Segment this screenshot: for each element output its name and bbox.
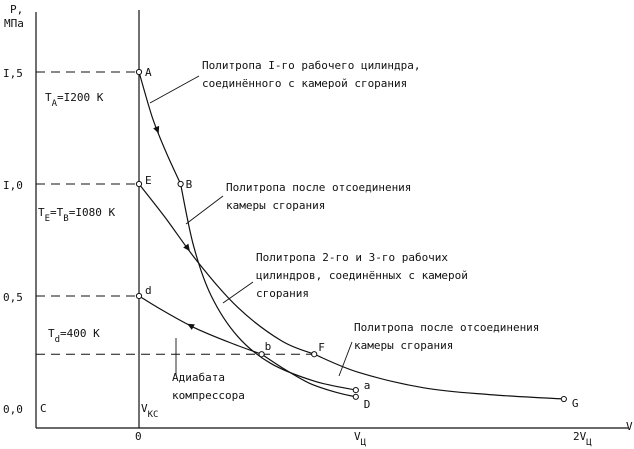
state-point-label-d: d xyxy=(145,284,152,297)
leader-4 xyxy=(339,342,352,376)
t-sub2: B xyxy=(63,214,69,224)
annotation-3-line-2: цилиндров, соединённых с камерой xyxy=(256,269,468,282)
state-point-label-E: E xyxy=(145,174,152,187)
state-point-label-a: a xyxy=(363,379,371,393)
y-tick-label: I,5 xyxy=(3,67,23,80)
annotation-2 xyxy=(226,181,418,212)
annotation-3-line-1: Политропа 2-го и 3-го рабочих xyxy=(256,251,449,264)
annotation-5 xyxy=(172,371,245,402)
t-rest2: =I080 К xyxy=(68,206,116,219)
x-tick-main: V xyxy=(354,430,361,443)
y-tick-label: 0,5 xyxy=(3,291,23,304)
state-point-label-B: B xyxy=(185,178,193,191)
x-tick-label xyxy=(573,430,592,448)
curve-6 xyxy=(262,354,356,397)
annotation-4-line-2: камеры сгорания xyxy=(354,339,454,352)
annotation-4 xyxy=(354,321,546,352)
curve-5 xyxy=(139,296,262,354)
vks-sub: КС xyxy=(147,410,159,420)
y-tick-labels xyxy=(3,67,23,416)
state-points xyxy=(136,66,578,411)
t-sub: E xyxy=(44,214,51,224)
y-tick-label: I,0 xyxy=(3,179,23,192)
annotation-1-line-1: Политропа I-го рабочего цилиндра, xyxy=(202,59,421,72)
state-point-d xyxy=(136,293,141,298)
state-point-D xyxy=(353,394,358,399)
annotation-2-line-2: камеры сгорания xyxy=(226,199,326,212)
annotation-5-line-1: Адиабата xyxy=(172,371,225,384)
x-tick-sub: Ц xyxy=(586,438,592,448)
t-rest: =I200 К xyxy=(57,91,104,104)
x-tick-main: 0 xyxy=(135,430,142,443)
state-point-label-F: F xyxy=(318,341,325,355)
state-point-label-b: b xyxy=(264,340,272,354)
state-point-A xyxy=(136,69,141,74)
y-tick-label: 0,0 xyxy=(3,403,23,416)
x-axis-label: V xyxy=(626,420,633,433)
t-main: T xyxy=(38,206,45,219)
annotation-3-line-3: сгорания xyxy=(256,287,309,300)
annotation-4-line-1: Политропа после отсоединения xyxy=(354,321,540,334)
t-rest: =400 К xyxy=(60,327,100,340)
state-point-E xyxy=(136,181,141,186)
x-tick-labels xyxy=(135,430,592,448)
annotation-2-line-1: Политропа после отсоединения xyxy=(226,181,412,194)
t-sub: d xyxy=(54,335,61,345)
leader-2 xyxy=(186,196,223,224)
leader-1 xyxy=(150,76,199,103)
temperature-label-a xyxy=(45,91,104,109)
vks-label xyxy=(141,402,158,420)
t-rest: =T xyxy=(50,206,64,219)
direction-arrows xyxy=(153,126,195,330)
curve-4 xyxy=(314,354,564,399)
temperature-label-d xyxy=(48,327,100,345)
y-axis-unit: МПа xyxy=(4,17,24,30)
state-point-G xyxy=(561,396,566,401)
state-point-a xyxy=(353,387,358,392)
state-point-label-D: D xyxy=(363,397,371,411)
state-point-B xyxy=(178,181,183,186)
x-tick-main: 2V xyxy=(573,430,587,443)
leader-3 xyxy=(223,282,253,303)
state-point-label-G: G xyxy=(571,397,579,411)
curves xyxy=(139,72,564,399)
origin-label: C xyxy=(40,402,47,415)
x-tick-sub: Ц xyxy=(360,438,367,448)
t-main: T xyxy=(48,327,55,340)
temperature-label-e xyxy=(38,206,115,224)
t-main: T xyxy=(45,91,52,104)
state-point-F xyxy=(312,352,317,357)
annotation-5-line-2: компрессора xyxy=(172,389,245,402)
state-point-label-A: A xyxy=(145,66,152,79)
curve-1 xyxy=(139,72,181,184)
y-axis-label: P, xyxy=(10,3,24,16)
vks-main: V xyxy=(141,402,148,415)
state-point-b xyxy=(259,352,264,357)
x-tick-label xyxy=(354,430,367,448)
x-tick-label xyxy=(135,430,142,443)
annotation-3 xyxy=(256,251,475,300)
annotation-1 xyxy=(202,59,427,90)
annotation-1-line-2: соединённого с камерой сгорания xyxy=(202,77,408,90)
t-sub: A xyxy=(51,99,58,109)
